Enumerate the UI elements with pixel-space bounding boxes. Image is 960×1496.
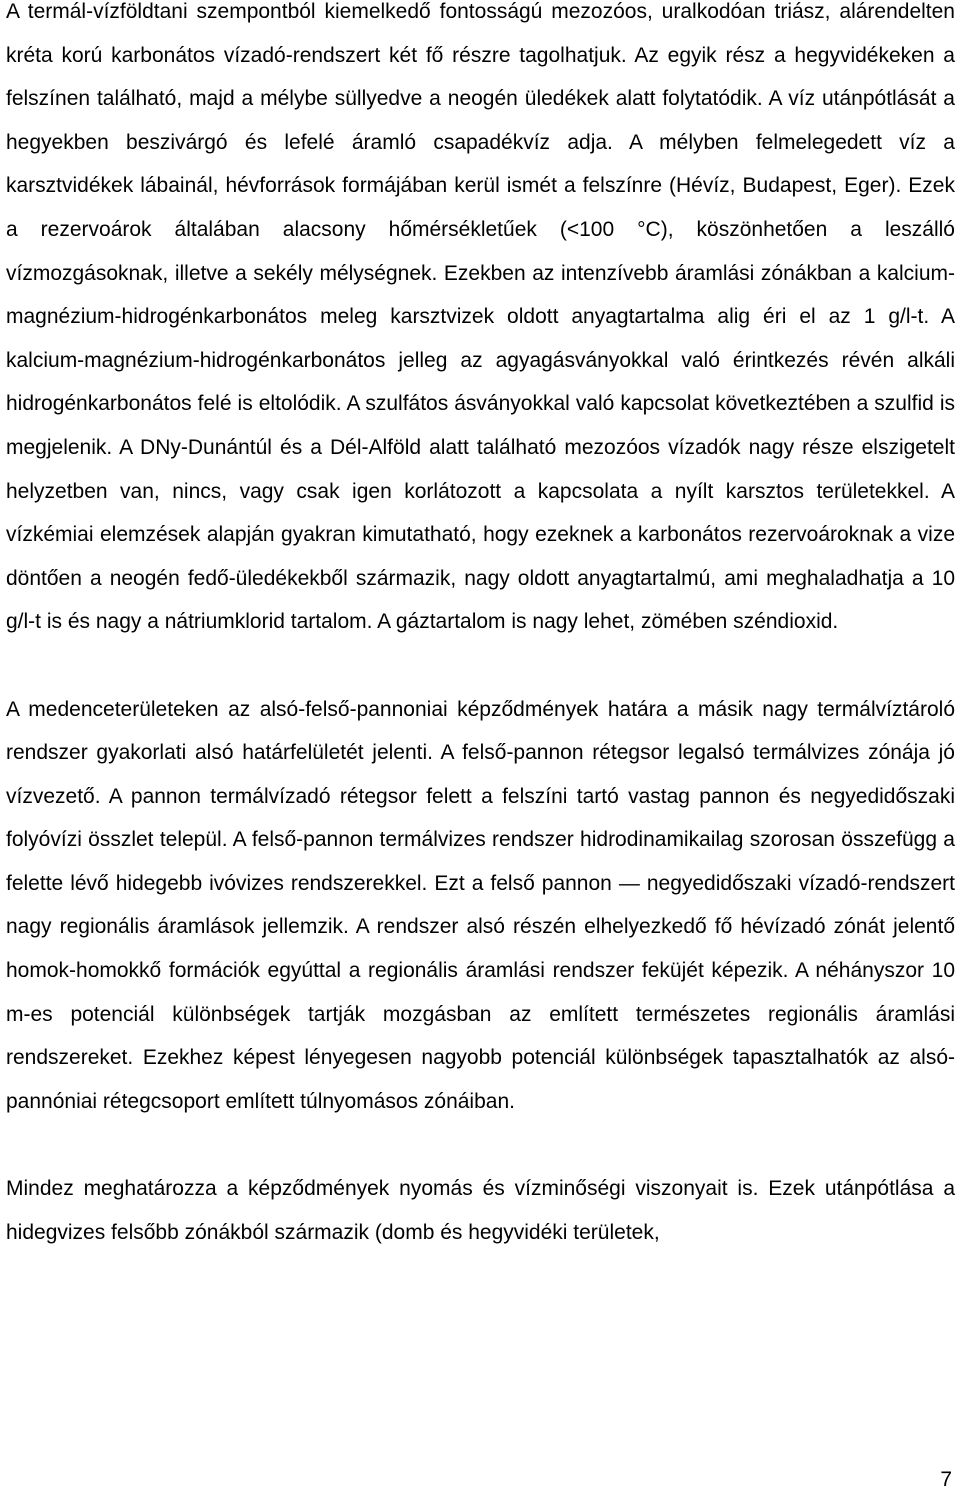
paragraph-recharge: Mindez meghatározza a képződmények nyomás és vízminőségi viszonyait is. Ezek utánpótlása a hidegvizes felsőbb zónákból származik (domb és hegyvidéki területek, bbox=[6, 1177, 955, 1244]
paragraph-mesozoic-carbonate: A termál-vízföldtani szempontból kiemelkedő fontosságú mezozóos, uralkodóan triász, alárendelten kréta korú karbonátos vízadó-rendszert két fő részre tagolhatjuk. Az egyik rész a hegyvidékeken a felszínen található, majd a mélybe süllyedve a neogén üledékek alatt folytatódik. A víz utánpótlását a hegyekben beszivárgó és lefelé áramló csapadékvíz adja. A mélyben felmelegedett víz a karsztvidékek lábainál, hévforrások formájában kerül ismét a felszínre (Hévíz, Budapest, Eger). Ezek a rezervoárok általában alacsony hőmérsékletűek (<100 °C), köszönhetően a leszálló vízmozgásoknak, illetve a sekély mélységnek. Ezekben az intenzívebb áramlási zónákban a kalcium-magnézium-hidrogénkarbonátos meleg karsztvizek oldott anyagtartalma alig éri el az 1 g/l-t. A kalcium-magnézium-hidrogénkarbonátos jelleg az agyagásványokkal való érintkezés révén alkáli hidrogénkarbonátos felé is eltolódik. A szulfátos ásványokkal való kapcsolat következtében a szulfid is megjelenik. A DNy-Dunántúl és a Dél-Alföld alatt található mezozóos vízadók nagy része elszigetelt helyzetben van, nincs, vagy csak igen korlátozott a kapcsolata a nyílt karsztos területekkel. A vízkémiai elemzések alapján gyakran kimutatható, hogy ezeknek a karbonátos rezervoároknak a vize döntően a neogén fedő-üledékekből származik, nagy oldott anyagtartalmú, ami meghaladhatja a 10 g/l-t is és nagy a nátriumklorid tartalom. A gáztartalom is nagy lehet, zömében széndioxid. bbox=[6, 0, 955, 634]
document-page bbox=[6, 0, 955, 1254]
page-number: 7 bbox=[940, 1468, 952, 1491]
paragraph-pannonian-system: A medenceterületeken az alsó-felső-pannoniai képződmények határa a másik nagy termálvíztároló rendszer gyakorlati alsó határfelületét jelenti. A felső-pannon rétegsor legalsó termálvizes zónája jó vízvezető. A pannon termálvízadó rétegsor felett a felszíni tartó vastag pannon és negyedidőszaki folyóvízi összlet települ. A felső-pannon termálvizes rendszer hidrodinamikailag szorosan összefügg a felette lévő hidegebb ivóvizes rendszerekkel. Ezt a felső pannon — negyedidőszaki vízadó-rendszert nagy regionális áramlások jellemzik. A rendszer alsó részén elhelyezkedő fő hévízadó zónát jelentő homok-homokkő formációk egyúttal a regionális áramlási rendszer feküjét képezik. A néhányszor 10 m-es potenciál különbségek tartják mozgásban az említett természetes regionális áramlási rendszereket. Ezekhez képest lényegesen nagyobb potenciál különbségek tapasztalhatók az alsó-pannóniai rétegcsoport említett túlnyomásos zónáiban. bbox=[6, 697, 955, 1113]
